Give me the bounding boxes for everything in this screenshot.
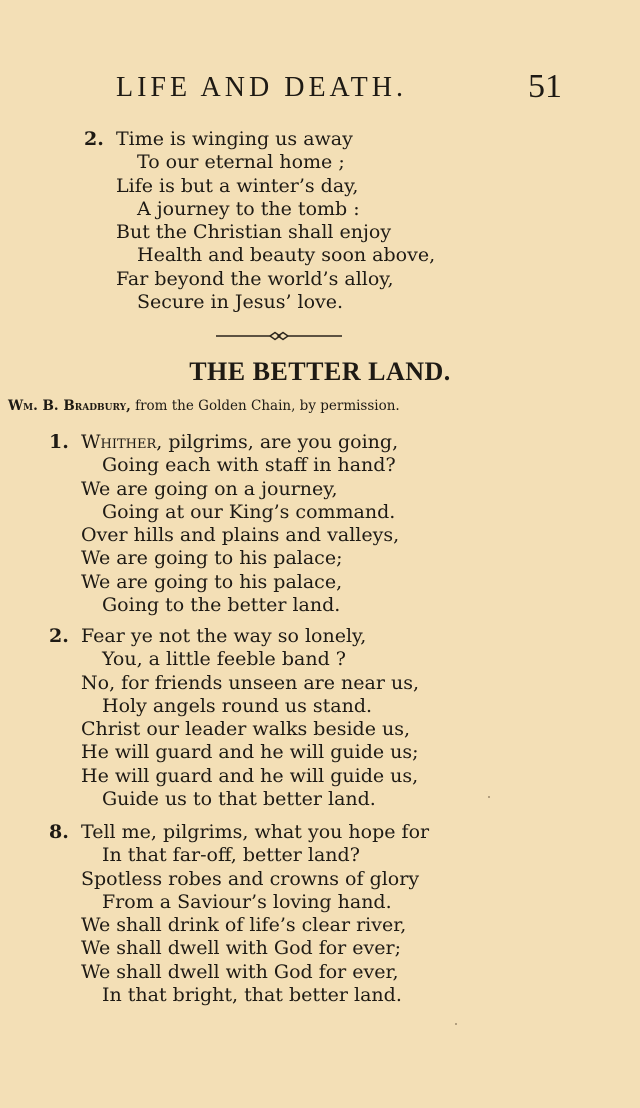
verse-line: Health and beauty soon above, bbox=[137, 244, 436, 267]
verse-line: In that bright, that better land. bbox=[102, 984, 402, 1007]
verse-line: Guide us to that better land. bbox=[102, 788, 376, 811]
verse-line: But the Christian shall enjoy bbox=[116, 221, 392, 244]
page-number: 51 bbox=[528, 68, 562, 105]
verse-line: Going to the better land. bbox=[102, 594, 341, 617]
verse-line: We are going to his palace; bbox=[81, 547, 343, 570]
verse-line: Spotless robes and crowns of glory bbox=[81, 867, 420, 890]
paper-speck bbox=[455, 1023, 457, 1025]
verse-line: Going each with staff in hand? bbox=[102, 454, 396, 477]
song-verse-3 bbox=[49, 821, 430, 1007]
verse-line: 8. Tell me, pilgrims, what you hope for bbox=[49, 821, 430, 843]
ornament-divider bbox=[214, 329, 344, 343]
running-head: LIFE AND DEATH. bbox=[116, 72, 407, 103]
verse-line: Secure in Jesus’ love. bbox=[137, 291, 344, 314]
song-verse-2 bbox=[49, 625, 420, 811]
verse-line: We shall dwell with God for ever, bbox=[81, 960, 399, 983]
verse-line: 1. Whither, pilgrims, are you going, bbox=[49, 431, 399, 453]
verse-line: To our eternal home ; bbox=[137, 151, 345, 174]
verse-line: In that far-off, better land? bbox=[102, 844, 360, 867]
prev-hymn-verse bbox=[84, 128, 436, 314]
verse-line: He will guard and he will guide us; bbox=[81, 741, 419, 764]
composer-name: Wm. B. Bradbury, bbox=[8, 398, 131, 414]
paper-speck bbox=[488, 796, 490, 798]
verse-line: From a Saviour’s loving hand. bbox=[102, 890, 392, 913]
verse-number: 2. bbox=[49, 625, 69, 647]
song-title: THE BETTER LAND. bbox=[189, 357, 451, 386]
verse-line: Christ our leader walks beside us, bbox=[81, 718, 411, 741]
credit-source: from the Golden Chain, by permission. bbox=[130, 398, 400, 414]
verse-line: Going at our King’s command. bbox=[102, 500, 396, 523]
verse-number: 2. bbox=[84, 128, 104, 150]
verse-line: 2. Fear ye not the way so lonely, bbox=[49, 625, 367, 647]
song-verse-1 bbox=[49, 431, 400, 617]
verse-line: Over hills and plains and valleys, bbox=[81, 524, 400, 547]
verse-number: 1. bbox=[49, 431, 69, 453]
first-word: Whither, bbox=[81, 431, 163, 453]
verse-line: He will guard and he will guide us, bbox=[81, 764, 419, 787]
verse-line: Life is but a winter’s day, bbox=[116, 174, 359, 197]
verse-line: We shall dwell with God for ever; bbox=[81, 937, 402, 960]
verse-line: We shall drink of life’s clear river, bbox=[81, 914, 407, 937]
verse-line: Holy angels round us stand. bbox=[102, 694, 373, 717]
page-header bbox=[0, 68, 640, 108]
verse-line: A journey to the tomb : bbox=[137, 197, 360, 220]
verse-line: We are going on a journey, bbox=[81, 477, 338, 500]
verse-line: 2. Time is winging us away bbox=[84, 128, 353, 150]
verse-line: Far beyond the world’s alloy, bbox=[116, 267, 394, 290]
composer-credit bbox=[8, 398, 400, 414]
verse-number: 8. bbox=[49, 821, 69, 843]
verse-line: You, a little feeble band ? bbox=[102, 648, 346, 671]
verse-line: We are going to his palace, bbox=[81, 570, 343, 593]
verse-line: No, for friends unseen are near us, bbox=[81, 671, 420, 694]
